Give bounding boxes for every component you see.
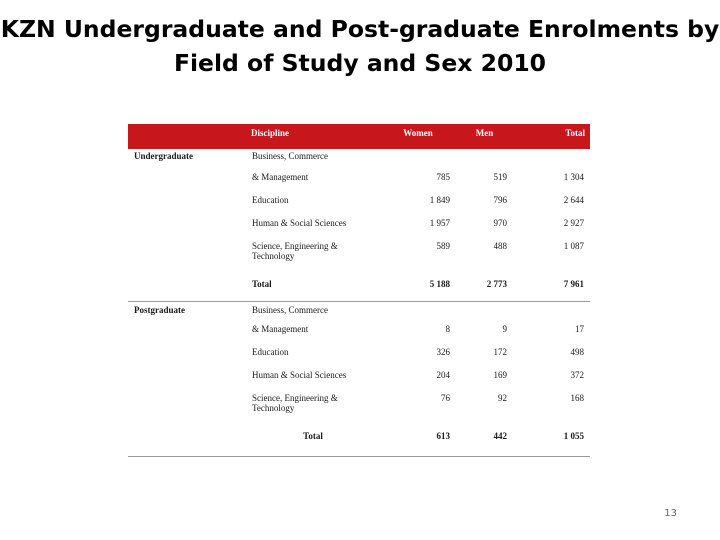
women-cell: 326 bbox=[436, 347, 450, 357]
men-total: 2 773 bbox=[486, 279, 507, 289]
discipline-cell: Human & Social Sciences bbox=[252, 218, 347, 228]
table-row bbox=[128, 149, 590, 172]
women-cell: 785 bbox=[436, 172, 450, 182]
total-label: Total bbox=[246, 431, 380, 456]
empty-cell bbox=[128, 324, 246, 347]
women-total: 5 188 bbox=[429, 279, 450, 289]
table-row bbox=[128, 393, 590, 431]
discipline-cell bbox=[246, 241, 380, 279]
total-cell: 498 bbox=[570, 347, 584, 357]
level-label-postgraduate: Postgraduate bbox=[128, 301, 246, 324]
total-cell: 168 bbox=[570, 393, 584, 403]
discipline-cell: Business, Commerce bbox=[246, 301, 380, 324]
table-row bbox=[128, 195, 590, 218]
total-label: Total bbox=[252, 279, 272, 289]
empty-cell bbox=[128, 393, 246, 431]
empty-cell bbox=[128, 172, 246, 195]
men-cell: 519 bbox=[493, 172, 507, 182]
total-cell: 1 304 bbox=[563, 172, 584, 182]
enrolment-table-container bbox=[128, 124, 590, 457]
men-cell: 488 bbox=[493, 241, 507, 251]
total-row-postgraduate bbox=[128, 431, 590, 456]
women-cell: 8 bbox=[445, 324, 450, 334]
total-cell: 372 bbox=[570, 370, 584, 380]
men-cell: 796 bbox=[493, 195, 507, 205]
empty-cell bbox=[128, 195, 246, 218]
grand-total: 1 055 bbox=[513, 431, 590, 456]
women-cell: 204 bbox=[436, 370, 450, 380]
discipline-cell: Human & Social Sciences bbox=[252, 370, 347, 380]
empty-cell bbox=[128, 279, 246, 301]
header-level bbox=[128, 124, 246, 149]
slide-title bbox=[0, 12, 720, 80]
table-row bbox=[128, 370, 590, 393]
discipline-cell: & Management bbox=[252, 324, 309, 334]
women-cell: 1 849 bbox=[429, 195, 450, 205]
discipline-cell: Education bbox=[252, 195, 289, 205]
table-row bbox=[128, 347, 590, 370]
women-cell: 76 bbox=[441, 393, 450, 403]
empty-cell bbox=[128, 347, 246, 370]
table-header-row bbox=[128, 124, 590, 149]
header-discipline: Discipline bbox=[251, 128, 290, 138]
men-cell bbox=[456, 301, 513, 324]
total-cell: 2 644 bbox=[563, 195, 584, 205]
men-cell bbox=[456, 149, 513, 172]
table-row bbox=[128, 218, 590, 241]
slide-number: 13 bbox=[664, 508, 677, 519]
discipline-cell: Education bbox=[252, 347, 289, 357]
table-row bbox=[128, 241, 590, 279]
header-women: Women bbox=[403, 128, 433, 138]
header-total: Total bbox=[565, 128, 585, 138]
total-cell bbox=[513, 149, 590, 172]
men-total: 442 bbox=[456, 431, 513, 456]
men-cell: 172 bbox=[493, 347, 507, 357]
total-row-undergraduate bbox=[128, 279, 590, 301]
total-cell: 17 bbox=[575, 324, 584, 334]
table-row bbox=[128, 301, 590, 324]
empty-cell bbox=[128, 218, 246, 241]
discipline-cell: Business, Commerce bbox=[252, 151, 328, 161]
discipline-line-2: Technology bbox=[252, 403, 295, 413]
discipline-line-2: Technology bbox=[252, 251, 295, 261]
women-cell: 589 bbox=[436, 241, 450, 251]
men-cell: 169 bbox=[493, 370, 507, 380]
men-cell: 92 bbox=[498, 393, 507, 403]
total-cell bbox=[513, 301, 590, 324]
discipline-cell bbox=[246, 393, 380, 431]
table-row bbox=[128, 324, 590, 347]
women-total: 613 bbox=[380, 431, 456, 456]
women-cell: 1 957 bbox=[429, 218, 450, 228]
title-line-1: KZN Undergraduate and Post-graduate Enrolments by bbox=[0, 15, 720, 43]
total-cell: 2 927 bbox=[563, 218, 584, 228]
table-row bbox=[128, 172, 590, 195]
discipline-cell: & Management bbox=[252, 172, 309, 182]
discipline-line-1: Science, Engineering & bbox=[252, 393, 338, 403]
women-cell bbox=[380, 149, 456, 172]
level-label-undergraduate: Undergraduate bbox=[134, 151, 193, 161]
empty-cell bbox=[128, 241, 246, 279]
total-cell: 1 087 bbox=[563, 241, 584, 251]
empty-cell bbox=[128, 370, 246, 393]
header-men: Men bbox=[475, 128, 494, 138]
men-cell: 970 bbox=[493, 218, 507, 228]
discipline-line-1: Science, Engineering & bbox=[252, 241, 338, 251]
empty-cell bbox=[128, 431, 246, 456]
men-cell: 9 bbox=[502, 324, 507, 334]
grand-total: 7 961 bbox=[563, 279, 584, 289]
enrolment-table bbox=[128, 124, 590, 457]
women-cell bbox=[380, 301, 456, 324]
title-line-2: Field of Study and Sex 2010 bbox=[173, 49, 547, 77]
